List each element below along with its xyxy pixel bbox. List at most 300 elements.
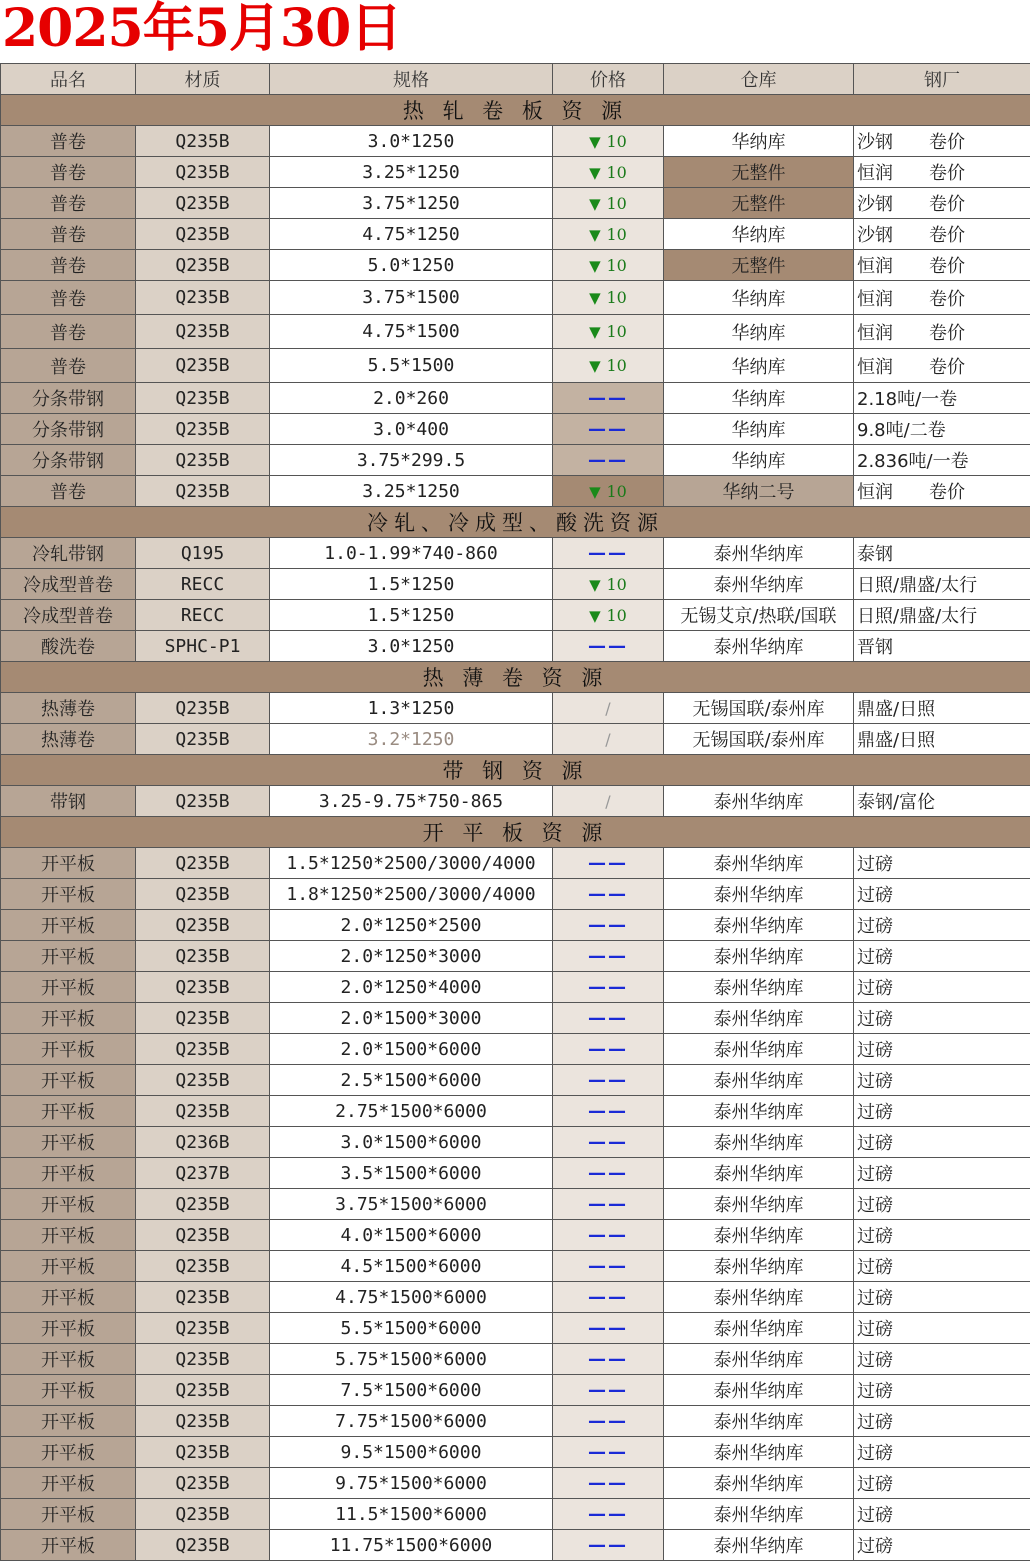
down-arrow-icon: ▼ bbox=[589, 323, 601, 341]
cell-material: Q235B bbox=[136, 1468, 270, 1499]
mill-name: 过磅 bbox=[857, 1133, 893, 1154]
down-arrow-icon: ▼ bbox=[589, 132, 601, 151]
cell-material: RECC bbox=[136, 569, 270, 600]
table-row bbox=[1, 281, 1030, 315]
cell-spec: 1.5*1250 bbox=[270, 600, 553, 631]
cell-spec: 11.5*1500*6000 bbox=[270, 1499, 553, 1530]
cell-name: 普卷 bbox=[1, 250, 136, 281]
table-row bbox=[1, 1313, 1030, 1344]
cell-warehouse: 泰州华纳库 bbox=[664, 910, 854, 941]
cell-name: 普卷 bbox=[1, 281, 136, 315]
cell-material: Q235B bbox=[136, 1282, 270, 1313]
cell-price bbox=[553, 1158, 664, 1189]
mill-name: 鼎盛/日照 bbox=[857, 730, 936, 751]
mill-name: 过磅 bbox=[857, 854, 893, 875]
cell-spec: 2.0*1250*2500 bbox=[270, 910, 553, 941]
cell-price bbox=[553, 631, 664, 662]
table-row bbox=[1, 188, 1030, 219]
cell-price bbox=[553, 1313, 664, 1344]
cell-warehouse: 华纳库 bbox=[664, 383, 854, 414]
cell-mill bbox=[854, 476, 1030, 507]
down-arrow-icon: ▼ bbox=[589, 289, 601, 307]
price-change: 10 bbox=[606, 224, 627, 244]
down-arrow-icon: ▼ bbox=[589, 225, 601, 244]
cell-warehouse: 无整件 bbox=[664, 157, 854, 188]
cell-mill bbox=[854, 1344, 1030, 1375]
price-dash: —— bbox=[588, 1224, 628, 1246]
table-row bbox=[1, 126, 1030, 157]
cell-warehouse: 无锡艾京/热联/国联 bbox=[664, 600, 854, 631]
cell-warehouse: 无整件 bbox=[664, 188, 854, 219]
price-dash: —— bbox=[588, 1348, 628, 1370]
cell-name: 开平板 bbox=[1, 1530, 136, 1561]
cell-name: 带钢 bbox=[1, 786, 136, 817]
price-dash: —— bbox=[588, 1317, 628, 1339]
cell-name: 开平板 bbox=[1, 1096, 136, 1127]
table-row bbox=[1, 1003, 1030, 1034]
section-title: 热 薄 卷 资 源 bbox=[1, 662, 1030, 693]
cell-name: 分条带钢 bbox=[1, 445, 136, 476]
cell-warehouse: 泰州华纳库 bbox=[664, 1003, 854, 1034]
cell-price bbox=[553, 848, 664, 879]
price-slash: / bbox=[605, 698, 611, 718]
table-row bbox=[1, 445, 1030, 476]
cell-spec: 3.0*400 bbox=[270, 414, 553, 445]
cell-spec: 3.25-9.75*750-865 bbox=[270, 786, 553, 817]
cell-name: 开平板 bbox=[1, 910, 136, 941]
cell-mill bbox=[854, 1034, 1030, 1065]
cell-material: Q235B bbox=[136, 910, 270, 941]
table-row bbox=[1, 1127, 1030, 1158]
table-body bbox=[1, 64, 1030, 1561]
table-row bbox=[1, 1437, 1030, 1468]
cell-mill bbox=[854, 1313, 1030, 1344]
cell-material: Q235B bbox=[136, 724, 270, 755]
cell-warehouse: 泰州华纳库 bbox=[664, 538, 854, 569]
page-title: 2025年5月30日 bbox=[2, 0, 402, 59]
table-row bbox=[1, 1282, 1030, 1313]
table-row bbox=[1, 250, 1030, 281]
cell-material: Q235B bbox=[136, 219, 270, 250]
cell-warehouse: 泰州华纳库 bbox=[664, 1034, 854, 1065]
cell-price bbox=[553, 281, 664, 315]
price-change: 10 bbox=[606, 131, 627, 151]
mill-name: 恒润 bbox=[857, 256, 893, 277]
table-row bbox=[1, 219, 1030, 250]
price-dash: —— bbox=[588, 1410, 628, 1432]
cell-material: Q235B bbox=[136, 1220, 270, 1251]
cell-name: 开平板 bbox=[1, 1282, 136, 1313]
cell-name: 热薄卷 bbox=[1, 724, 136, 755]
cell-name: 开平板 bbox=[1, 1313, 136, 1344]
cell-price bbox=[553, 693, 664, 724]
cell-price bbox=[553, 157, 664, 188]
cell-mill bbox=[854, 1499, 1030, 1530]
cell-spec: 1.3*1250 bbox=[270, 693, 553, 724]
price-dash: —— bbox=[588, 418, 628, 440]
cell-warehouse: 华纳库 bbox=[664, 126, 854, 157]
cell-material: Q235B bbox=[136, 1251, 270, 1282]
cell-mill bbox=[854, 414, 1030, 445]
cell-price bbox=[553, 1282, 664, 1313]
down-arrow-icon: ▼ bbox=[589, 256, 601, 275]
mill-name: 2.18吨/一卷 bbox=[857, 389, 958, 410]
mill-note: 卷价 bbox=[929, 322, 965, 344]
table-row bbox=[1, 1096, 1030, 1127]
cell-spec: 4.5*1500*6000 bbox=[270, 1251, 553, 1282]
price-dash: —— bbox=[588, 1503, 628, 1525]
cell-spec: 3.0*1250 bbox=[270, 126, 553, 157]
cell-warehouse: 泰州华纳库 bbox=[664, 972, 854, 1003]
cell-warehouse: 华纳库 bbox=[664, 281, 854, 315]
table-row bbox=[1, 383, 1030, 414]
section-title: 热 轧 卷 板 资 源 bbox=[1, 95, 1030, 126]
mill-name: 沙钢 bbox=[857, 225, 893, 246]
price-dash: —— bbox=[588, 1162, 628, 1184]
cell-price bbox=[553, 786, 664, 817]
cell-mill bbox=[854, 1437, 1030, 1468]
table-row bbox=[1, 848, 1030, 879]
mill-name: 2.836吨/一卷 bbox=[857, 451, 969, 472]
cell-spec: 3.25*1250 bbox=[270, 157, 553, 188]
cell-warehouse: 泰州华纳库 bbox=[664, 1282, 854, 1313]
cell-mill bbox=[854, 157, 1030, 188]
cell-warehouse: 无锡国联/泰州库 bbox=[664, 693, 854, 724]
cell-mill bbox=[854, 126, 1030, 157]
mill-note: 卷价 bbox=[929, 288, 965, 310]
cell-spec: 3.75*1250 bbox=[270, 188, 553, 219]
cell-spec: 3.0*1250 bbox=[270, 631, 553, 662]
cell-material: Q235B bbox=[136, 1437, 270, 1468]
cell-warehouse: 泰州华纳库 bbox=[664, 1096, 854, 1127]
header-price: 价格 bbox=[553, 64, 664, 95]
cell-material: Q235B bbox=[136, 848, 270, 879]
cell-material: Q235B bbox=[136, 879, 270, 910]
cell-material: Q235B bbox=[136, 1375, 270, 1406]
cell-material: Q235B bbox=[136, 941, 270, 972]
cell-spec: 2.0*260 bbox=[270, 383, 553, 414]
mill-name: 过磅 bbox=[857, 1381, 893, 1402]
cell-spec: 5.0*1250 bbox=[270, 250, 553, 281]
cell-spec: 1.5*1250*2500/3000/4000 bbox=[270, 848, 553, 879]
cell-mill bbox=[854, 786, 1030, 817]
cell-warehouse: 泰州华纳库 bbox=[664, 569, 854, 600]
mill-name: 恒润 bbox=[857, 288, 893, 310]
section-title: 冷轧、冷成型、酸洗资源 bbox=[1, 507, 1030, 538]
cell-mill bbox=[854, 1375, 1030, 1406]
header-mill: 钢厂 bbox=[854, 64, 1030, 95]
cell-warehouse: 华纳库 bbox=[664, 349, 854, 383]
cell-warehouse: 无锡国联/泰州库 bbox=[664, 724, 854, 755]
cell-spec: 3.75*1500 bbox=[270, 281, 553, 315]
price-change: 10 bbox=[606, 288, 627, 307]
cell-name: 开平板 bbox=[1, 1158, 136, 1189]
cell-material: SPHC-P1 bbox=[136, 631, 270, 662]
cell-material: Q235B bbox=[136, 1096, 270, 1127]
table-row bbox=[1, 349, 1030, 383]
cell-material: Q235B bbox=[136, 1189, 270, 1220]
cell-spec: 7.5*1500*6000 bbox=[270, 1375, 553, 1406]
price-dash: —— bbox=[588, 852, 628, 874]
table-row bbox=[1, 879, 1030, 910]
mill-note: 卷价 bbox=[929, 256, 965, 277]
section-header-row bbox=[1, 662, 1030, 693]
cell-price bbox=[553, 910, 664, 941]
cell-price bbox=[553, 1220, 664, 1251]
mill-note: 卷价 bbox=[929, 132, 965, 153]
cell-spec: 2.75*1500*6000 bbox=[270, 1096, 553, 1127]
cell-price bbox=[553, 600, 664, 631]
price-dash: —— bbox=[588, 1472, 628, 1494]
cell-spec: 11.75*1500*6000 bbox=[270, 1530, 553, 1561]
cell-material: Q236B bbox=[136, 1127, 270, 1158]
price-change: 10 bbox=[606, 162, 627, 182]
cell-name: 分条带钢 bbox=[1, 414, 136, 445]
cell-name: 冷成型普卷 bbox=[1, 600, 136, 631]
cell-price bbox=[553, 1468, 664, 1499]
price-table bbox=[0, 63, 1030, 1561]
cell-price bbox=[553, 1375, 664, 1406]
cell-mill bbox=[854, 383, 1030, 414]
cell-mill bbox=[854, 724, 1030, 755]
mill-name: 恒润 bbox=[857, 322, 893, 344]
cell-material: Q195 bbox=[136, 538, 270, 569]
price-change: 10 bbox=[606, 255, 627, 275]
table-row bbox=[1, 414, 1030, 445]
cell-spec: 3.0*1500*6000 bbox=[270, 1127, 553, 1158]
cell-price bbox=[553, 724, 664, 755]
cell-mill bbox=[854, 600, 1030, 631]
cell-material: RECC bbox=[136, 600, 270, 631]
mill-name: 恒润 bbox=[857, 356, 893, 378]
cell-price bbox=[553, 1530, 664, 1561]
cell-warehouse: 无整件 bbox=[664, 250, 854, 281]
down-arrow-icon: ▼ bbox=[589, 575, 601, 594]
cell-spec: 3.25*1250 bbox=[270, 476, 553, 507]
cell-price bbox=[553, 414, 664, 445]
price-dash: —— bbox=[588, 1193, 628, 1215]
section-title: 开 平 板 资 源 bbox=[1, 817, 1030, 848]
cell-name: 分条带钢 bbox=[1, 383, 136, 414]
cell-warehouse: 华纳二号 bbox=[664, 476, 854, 507]
cell-material: Q235B bbox=[136, 188, 270, 219]
cell-material: Q235B bbox=[136, 972, 270, 1003]
cell-warehouse: 泰州华纳库 bbox=[664, 1251, 854, 1282]
cell-price bbox=[553, 1406, 664, 1437]
cell-name: 开平板 bbox=[1, 1220, 136, 1251]
price-dash: —— bbox=[588, 914, 628, 936]
down-arrow-icon: ▼ bbox=[589, 163, 601, 182]
cell-name: 热薄卷 bbox=[1, 693, 136, 724]
cell-spec: 4.75*1250 bbox=[270, 219, 553, 250]
table-row bbox=[1, 1530, 1030, 1561]
cell-spec: 3.2*1250 bbox=[270, 724, 553, 755]
cell-price bbox=[553, 1003, 664, 1034]
mill-name: 过磅 bbox=[857, 1102, 893, 1123]
cell-price bbox=[553, 476, 664, 507]
cell-spec: 1.8*1250*2500/3000/4000 bbox=[270, 879, 553, 910]
cell-warehouse: 泰州华纳库 bbox=[664, 1189, 854, 1220]
cell-mill bbox=[854, 631, 1030, 662]
mill-name: 过磅 bbox=[857, 1257, 893, 1278]
cell-material: Q235B bbox=[136, 693, 270, 724]
mill-name: 过磅 bbox=[857, 1071, 893, 1092]
cell-price bbox=[553, 1344, 664, 1375]
price-slash: / bbox=[605, 729, 611, 749]
cell-name: 开平板 bbox=[1, 1189, 136, 1220]
mill-name: 鼎盛/日照 bbox=[857, 699, 936, 720]
cell-spec: 4.0*1500*6000 bbox=[270, 1220, 553, 1251]
cell-name: 开平板 bbox=[1, 972, 136, 1003]
cell-price bbox=[553, 126, 664, 157]
mill-name: 过磅 bbox=[857, 1536, 893, 1557]
cell-material: Q235B bbox=[136, 476, 270, 507]
price-dash: —— bbox=[588, 1379, 628, 1401]
cell-price bbox=[553, 188, 664, 219]
price-change: 10 bbox=[606, 193, 627, 213]
cell-mill bbox=[854, 219, 1030, 250]
cell-material: Q235B bbox=[136, 786, 270, 817]
price-dash: —— bbox=[588, 1534, 628, 1556]
price-dash: —— bbox=[588, 1131, 628, 1153]
down-arrow-icon: ▼ bbox=[589, 606, 601, 625]
price-dash: —— bbox=[588, 1441, 628, 1463]
mill-name: 过磅 bbox=[857, 1195, 893, 1216]
cell-mill bbox=[854, 188, 1030, 219]
cell-price bbox=[553, 1189, 664, 1220]
cell-price bbox=[553, 1034, 664, 1065]
cell-material: Q235B bbox=[136, 349, 270, 383]
cell-mill bbox=[854, 250, 1030, 281]
price-change: 10 bbox=[606, 481, 627, 501]
cell-warehouse: 泰州华纳库 bbox=[664, 879, 854, 910]
mill-name: 恒润 bbox=[857, 163, 893, 184]
cell-material: Q235B bbox=[136, 414, 270, 445]
price-dash: —— bbox=[588, 1069, 628, 1091]
cell-price bbox=[553, 538, 664, 569]
cell-name: 冷轧带钢 bbox=[1, 538, 136, 569]
cell-material: Q235B bbox=[136, 1003, 270, 1034]
cell-spec: 5.75*1500*6000 bbox=[270, 1344, 553, 1375]
cell-spec: 3.5*1500*6000 bbox=[270, 1158, 553, 1189]
cell-price bbox=[553, 941, 664, 972]
table-row bbox=[1, 157, 1030, 188]
table-row bbox=[1, 941, 1030, 972]
cell-name: 普卷 bbox=[1, 219, 136, 250]
cell-warehouse: 泰州华纳库 bbox=[664, 1220, 854, 1251]
cell-spec: 2.0*1500*6000 bbox=[270, 1034, 553, 1065]
mill-note: 卷价 bbox=[929, 194, 965, 215]
cell-mill bbox=[854, 1158, 1030, 1189]
cell-warehouse: 泰州华纳库 bbox=[664, 631, 854, 662]
cell-mill bbox=[854, 1220, 1030, 1251]
mill-name: 过磅 bbox=[857, 1474, 893, 1495]
cell-price bbox=[553, 315, 664, 349]
cell-material: Q235B bbox=[136, 383, 270, 414]
cell-price bbox=[553, 445, 664, 476]
table-row bbox=[1, 631, 1030, 662]
cell-mill bbox=[854, 1282, 1030, 1313]
cell-warehouse: 泰州华纳库 bbox=[664, 1065, 854, 1096]
cell-price bbox=[553, 1096, 664, 1127]
mill-note: 卷价 bbox=[929, 225, 965, 246]
cell-material: Q235B bbox=[136, 1313, 270, 1344]
price-dash: —— bbox=[588, 1007, 628, 1029]
cell-material: Q237B bbox=[136, 1158, 270, 1189]
mill-name: 过磅 bbox=[857, 1412, 893, 1433]
cell-mill bbox=[854, 315, 1030, 349]
mill-name: 泰钢/富伦 bbox=[857, 792, 936, 813]
table-row bbox=[1, 693, 1030, 724]
cell-name: 普卷 bbox=[1, 349, 136, 383]
cell-name: 开平板 bbox=[1, 1437, 136, 1468]
mill-note: 卷价 bbox=[929, 356, 965, 378]
price-change: 10 bbox=[606, 356, 627, 375]
cell-price bbox=[553, 1437, 664, 1468]
mill-name: 过磅 bbox=[857, 1009, 893, 1030]
cell-spec: 2.0*1500*3000 bbox=[270, 1003, 553, 1034]
cell-warehouse: 泰州华纳库 bbox=[664, 1127, 854, 1158]
price-dash: —— bbox=[588, 1100, 628, 1122]
cell-name: 开平板 bbox=[1, 1375, 136, 1406]
cell-material: Q235B bbox=[136, 1034, 270, 1065]
table-row bbox=[1, 600, 1030, 631]
cell-warehouse: 泰州华纳库 bbox=[664, 1499, 854, 1530]
down-arrow-icon: ▼ bbox=[589, 357, 601, 375]
mill-name: 过磅 bbox=[857, 947, 893, 968]
section-header-row bbox=[1, 817, 1030, 848]
cell-price bbox=[553, 1065, 664, 1096]
cell-name: 开平板 bbox=[1, 1251, 136, 1282]
table-row bbox=[1, 569, 1030, 600]
cell-spec: 4.75*1500 bbox=[270, 315, 553, 349]
cell-name: 酸洗卷 bbox=[1, 631, 136, 662]
cell-spec: 2.0*1250*4000 bbox=[270, 972, 553, 1003]
cell-warehouse: 泰州华纳库 bbox=[664, 1406, 854, 1437]
mill-name: 过磅 bbox=[857, 1288, 893, 1309]
table-row bbox=[1, 1065, 1030, 1096]
cell-mill bbox=[854, 910, 1030, 941]
price-dash: —— bbox=[588, 1255, 628, 1277]
price-change: 10 bbox=[606, 605, 627, 625]
down-arrow-icon: ▼ bbox=[589, 482, 601, 501]
cell-price bbox=[553, 219, 664, 250]
mill-name: 过磅 bbox=[857, 1226, 893, 1247]
cell-spec: 5.5*1500 bbox=[270, 349, 553, 383]
cell-price bbox=[553, 1251, 664, 1282]
cell-material: Q235B bbox=[136, 1344, 270, 1375]
mill-name: 过磅 bbox=[857, 1164, 893, 1185]
mill-name: 恒润 bbox=[857, 482, 893, 503]
cell-spec: 2.5*1500*6000 bbox=[270, 1065, 553, 1096]
cell-mill bbox=[854, 848, 1030, 879]
cell-spec: 3.75*299.5 bbox=[270, 445, 553, 476]
cell-mill bbox=[854, 1065, 1030, 1096]
table-row bbox=[1, 476, 1030, 507]
table-row bbox=[1, 315, 1030, 349]
mill-name: 过磅 bbox=[857, 916, 893, 937]
cell-price bbox=[553, 569, 664, 600]
mill-name: 过磅 bbox=[857, 1505, 893, 1526]
cell-price bbox=[553, 250, 664, 281]
price-dash: —— bbox=[588, 449, 628, 471]
mill-name: 过磅 bbox=[857, 1319, 893, 1340]
cell-material: Q235B bbox=[136, 1530, 270, 1561]
cell-material: Q235B bbox=[136, 281, 270, 315]
cell-mill bbox=[854, 879, 1030, 910]
cell-name: 开平板 bbox=[1, 1468, 136, 1499]
cell-price bbox=[553, 1127, 664, 1158]
